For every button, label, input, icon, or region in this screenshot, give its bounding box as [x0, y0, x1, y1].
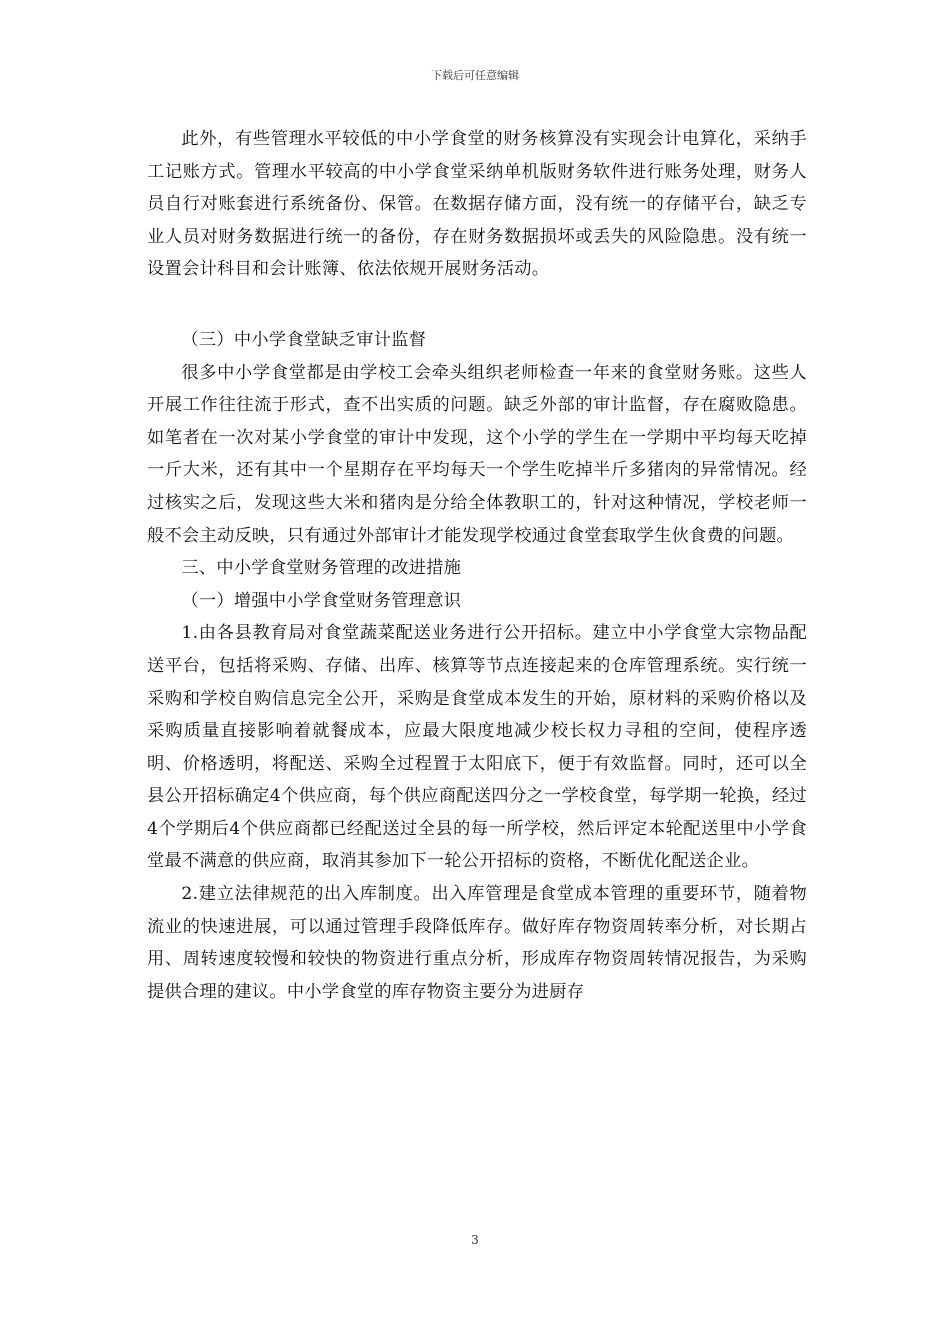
paragraph-data-storage: 此外，有些管理水平较低的中小学食堂的财务核算没有实现会计电算化，采纳手工记账方式。管理水平较高的中小学食堂采纳单机版财务软件进行账务处理，财务人员自行对账套进行系统备份、保管。在数据存储方面，没有统一的存储平台，缺乏专业人员对财务数据进行统一的备份，存在财务数据损坏或丢失的风险隐患。没有统一设置会计科目和会计账簿、依法依规开展财务活动。 — [147, 129, 807, 280]
heading-strengthen-awareness: （一）增强中小学食堂财务管理意识 — [181, 590, 462, 611]
heading-audit-supervision: （三）中小学食堂缺乏审计监督 — [181, 329, 427, 350]
heading-improvement-measures: 三、中小学食堂财务管理的改进措施 — [181, 558, 462, 579]
body-text — [147, 123, 807, 1008]
paragraph-audit-example: 很多中小学食堂都是由学校工会牵头组织老师检查一年来的食堂财务账。这些人开展工作往往流于形式，查不出实质的问题。缺乏外部的审计监督，存在腐败隐患。如笔者在一次对某小学食堂的审计中发现，这个小学的学生在一学期中平均每天吃掉一斤大米，还有其中一个星期存在平均每天一个学生吃掉半斤多猪肉的异常情况。经过核实之后，发现这些大米和猪肉是分给全体教职工的，针对这种情况，学校老师一般不会主动反映，只有通过外部审计才能发现学校通过食堂套取学生伙食费的问题。 — [147, 362, 807, 546]
paragraph-public-bidding: 1.由各县教育局对食堂蔬菜配送业务进行公开招标。建立中小学食堂大宗物品配送平台，包括将采购、存储、出库、核算等节点连接起来的仓库管理系统。实行统一采购和学校自购信息完全公开，采购是食堂成本发生的开始，原材料的采购价格以及采购质量直接影响着就餐成本，应最大限度地减少校长权力寻租的空间，使程序透明、价格透明，将配送、采购全过程置于太阳底下，便于有效监督。同时，还可以全县公开招标确定4个供应商，每个供应商配送四分之一学校食堂，每学期一轮换，经过4个学期后4个供应商都已经配送过全县的每一所学校，然后评定本轮配送里中小学食堂最不满意的供应商，取消其参加下一轮公开招标的资格，不断优化配送企业。 — [147, 623, 807, 872]
paragraph-inventory-system: 2.建立法律规范的出入库制度。出入库管理是食堂成本管理的重要环节，随着物流业的快速进展，可以通过管理手段降低库存。做好库存物资周转率分析，对长期占用、周转速度较慢和较快的物资进行重点分析，形成库存物资周转情况报告，为采购提供合理的建议。中小学食堂的库存物资主要分为进厨存 — [147, 884, 807, 1002]
page-number: 3 — [471, 1233, 479, 1247]
page-header: 下载后可任意编辑 — [431, 69, 519, 82]
paragraph-gap — [147, 286, 807, 324]
